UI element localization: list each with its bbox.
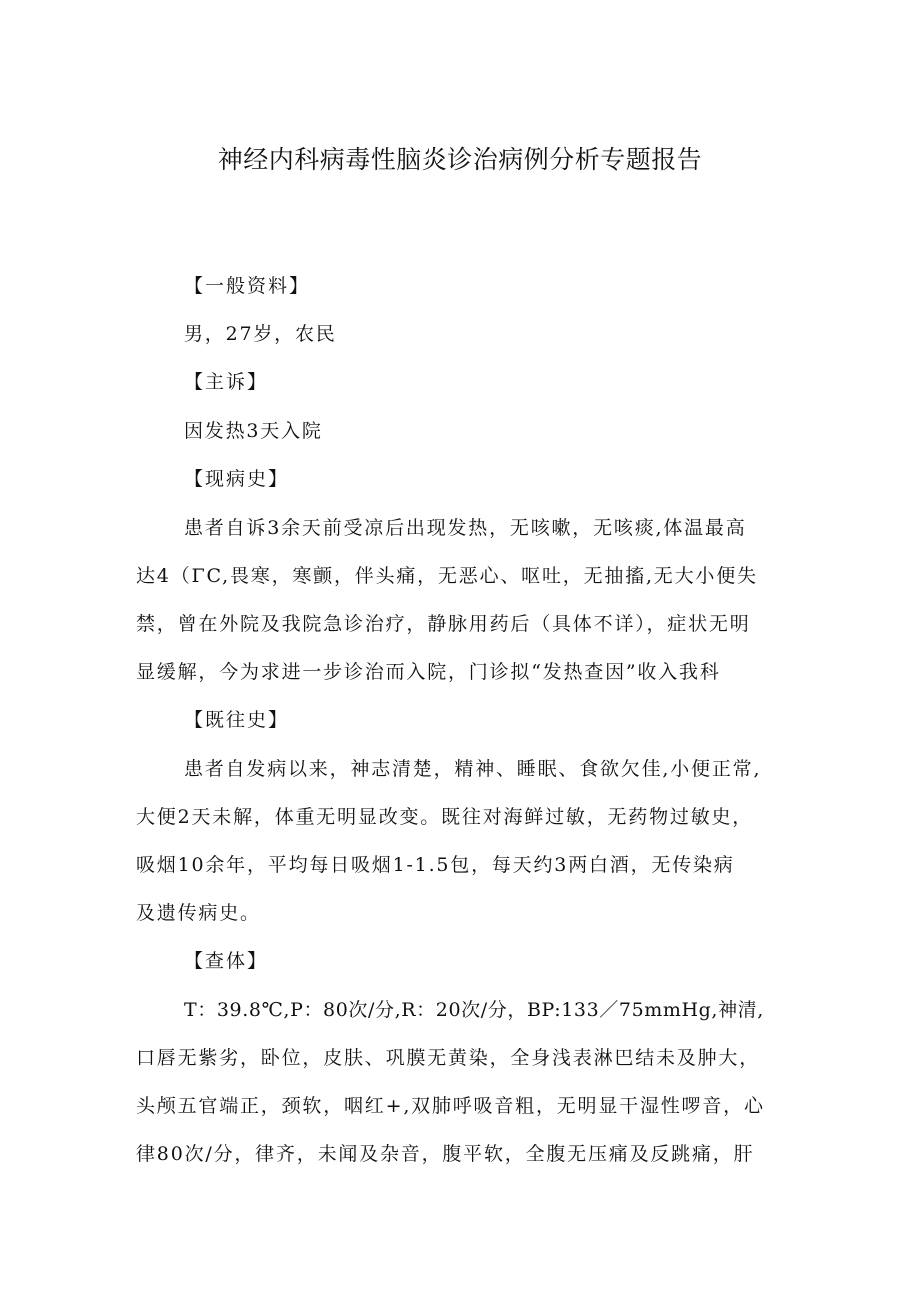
- physical-exam-line: 口唇无紫劣，卧位，皮肤、巩膜无黄染，全身浅表淋巴结未及肿大，: [136, 1047, 761, 1069]
- complaint-line: 因发热3天入院: [184, 420, 323, 442]
- document-title: 神经内科病毒性脑炎诊治病例分析专题报告: [217, 145, 703, 174]
- present-illness-line: 达4（ΓC,畏寒，寒颤，伴头痛，无恶心、呕吐，无抽搐,无大小便失: [136, 565, 758, 587]
- section-heading-past-history: 【既往史】: [184, 709, 290, 731]
- present-illness-line: 禁，曾在外院及我院急诊治疗，静脉用药后（具体不详），症状无明: [136, 613, 751, 635]
- general-info-line: 男，27岁，农民: [184, 323, 337, 345]
- past-history-line: 及遗传病史。: [136, 902, 261, 924]
- section-heading-complaint: 【主诉】: [184, 371, 269, 393]
- physical-exam-line: 律80次/分，律齐，未闻及杂音，腹平软，全腹无压痛及反跳痛，肝: [136, 1143, 755, 1165]
- physical-exam-line: 头颅五官端正，颈软，咽红+,双肺呼吸音粗，无明显干湿性啰音，心: [136, 1095, 765, 1117]
- present-illness-line: 显缓解，今为求进一步诊治而入院，门诊拟“发热查因”收入我科: [136, 661, 721, 683]
- section-heading-present-illness: 【现病史】: [184, 468, 290, 490]
- present-illness-line: 患者自诉3余天前受凉后出现发热，无咳嗽，无咳痰,体温最高: [184, 517, 747, 539]
- past-history-line: 吸烟10余年，平均每日吸烟1-1.5包，每天约3两白酒，无传染病: [136, 854, 735, 876]
- section-heading-physical-exam: 【查体】: [184, 950, 269, 972]
- section-heading-general: 【一般资料】: [184, 275, 311, 297]
- past-history-line: 大便2天未解，体重无明显改变。既往对海鲜过敏，无药物过敏史，: [136, 806, 754, 828]
- past-history-line: 患者自发病以来，神志清楚，精神、睡眠、食欲欠佳,小便正常,: [184, 758, 762, 780]
- physical-exam-line: T：39.8℃,P：80次/分,R：20次/分，BP:133／75mmHg,神清,: [184, 999, 764, 1021]
